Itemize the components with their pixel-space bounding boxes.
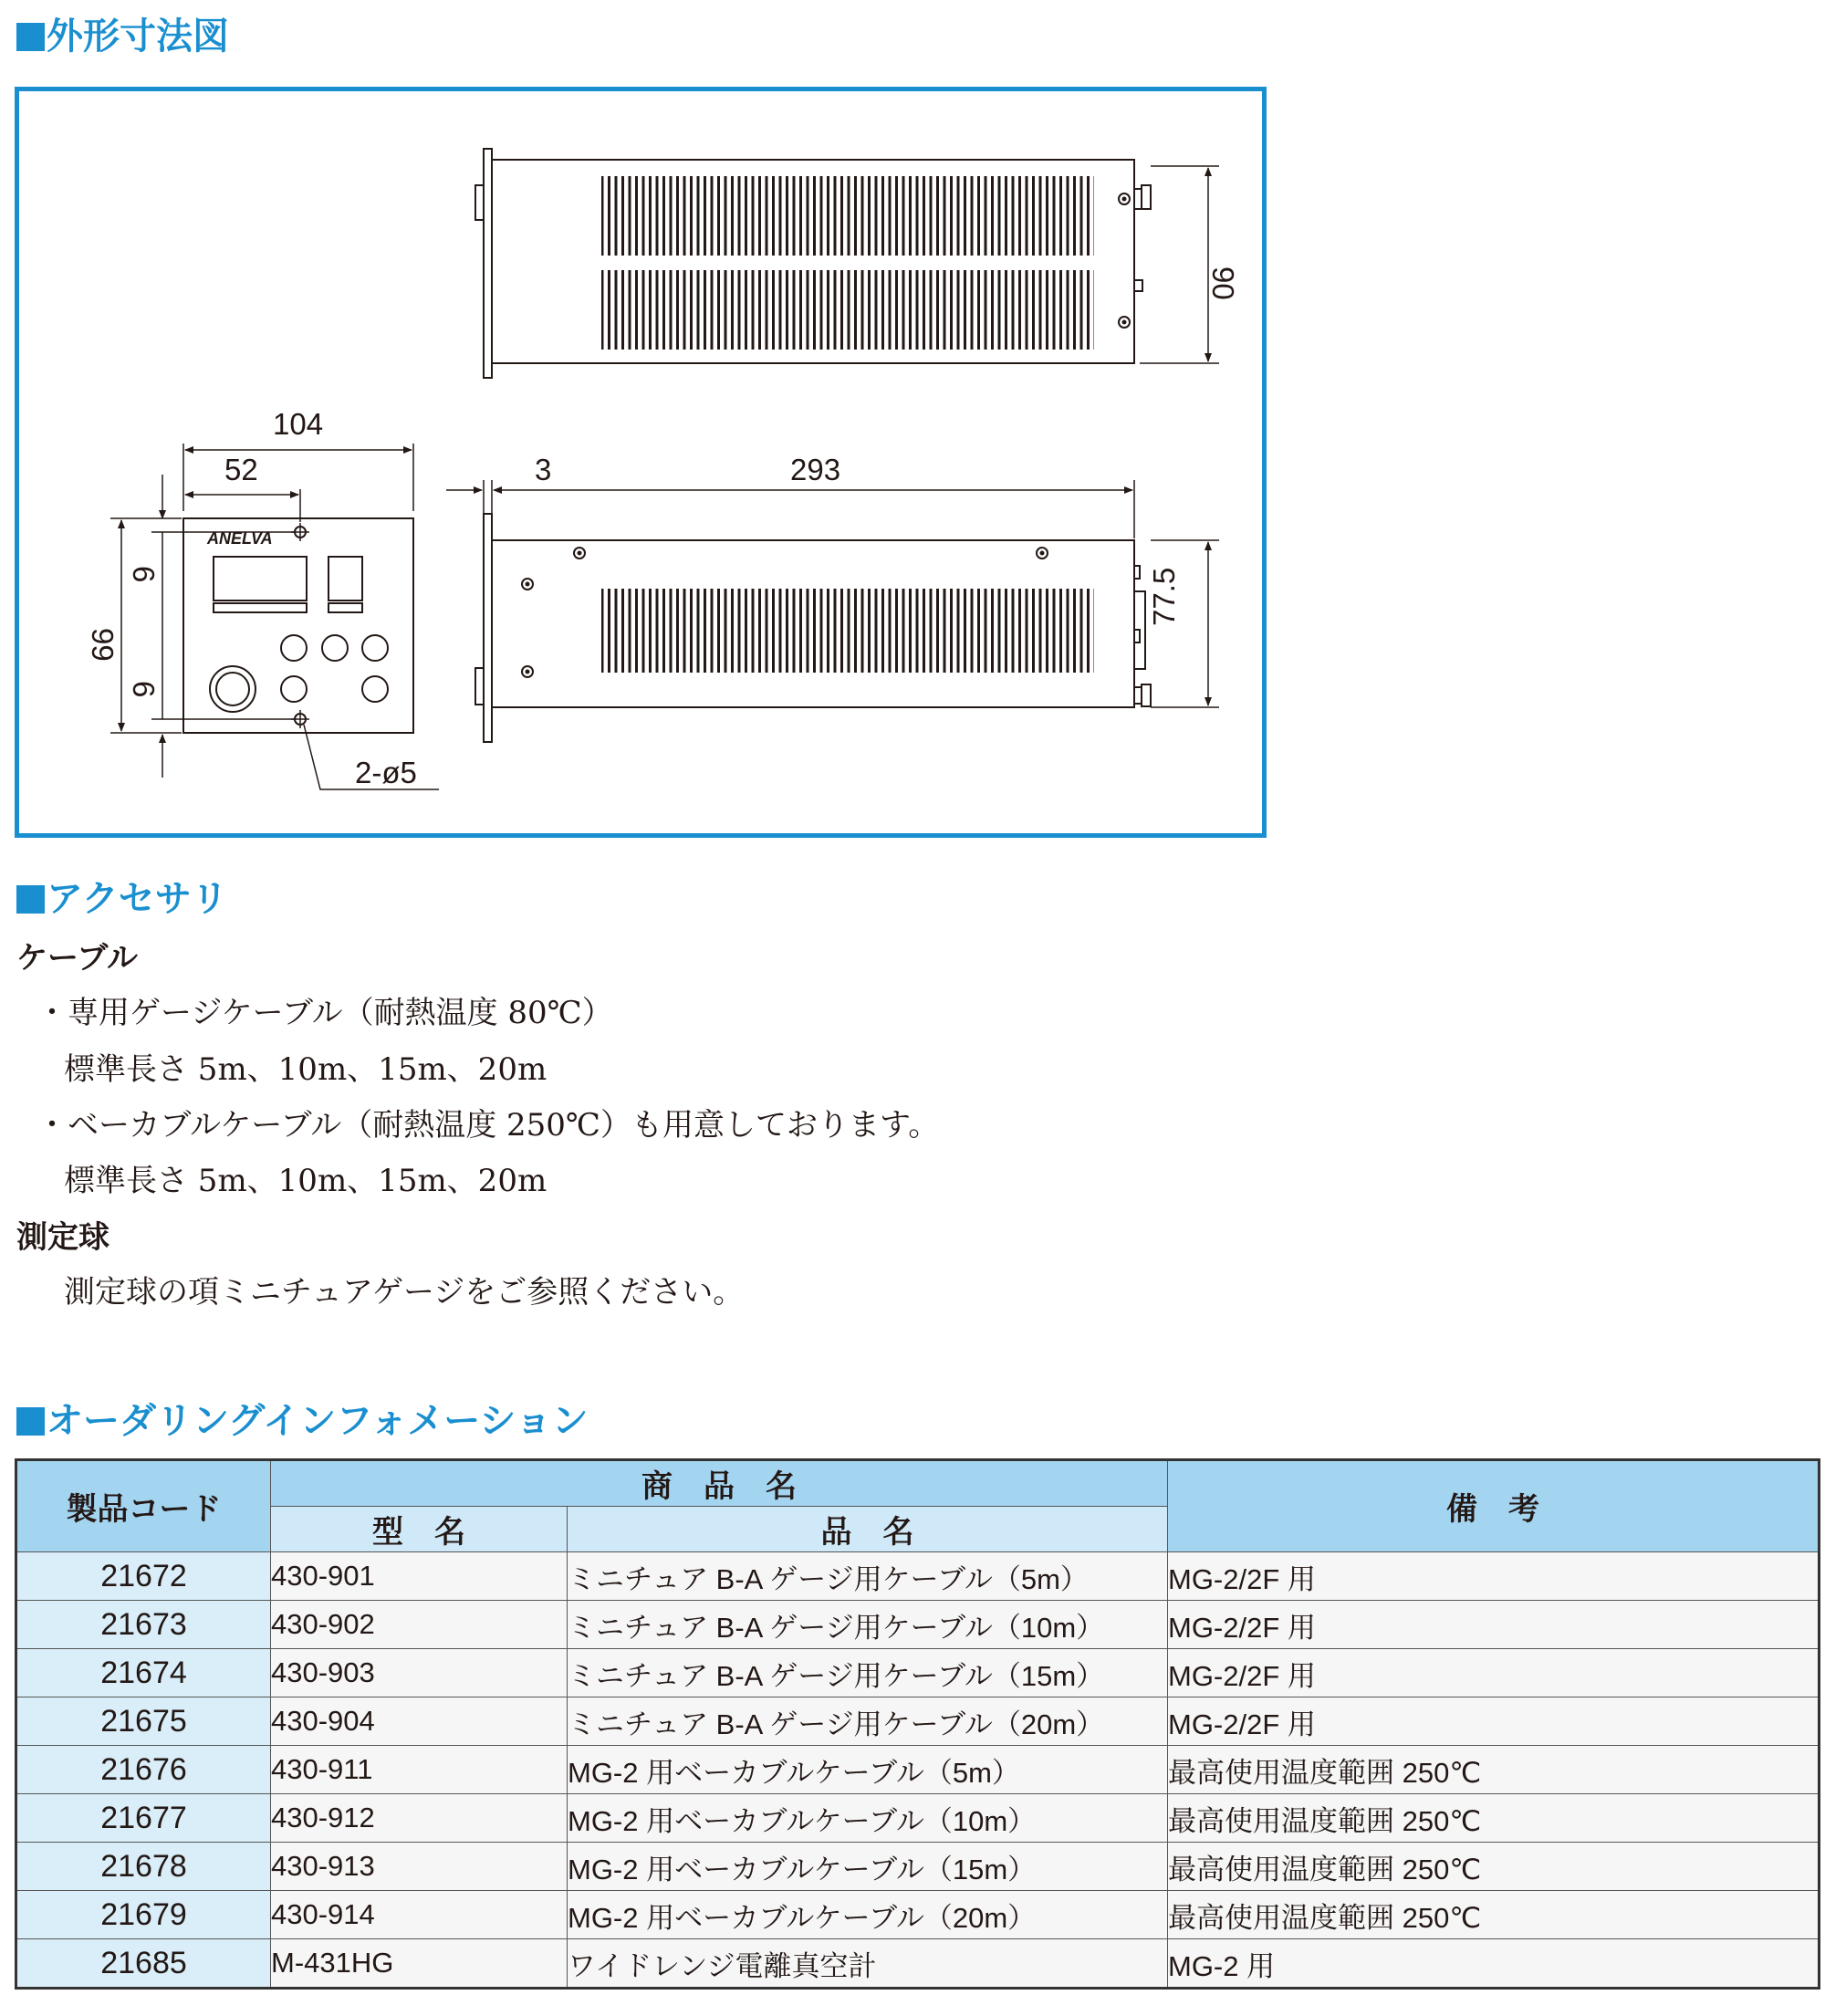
dim-99-label: 99 xyxy=(86,628,120,662)
table-row xyxy=(16,1697,1820,1746)
product-name: MG-2 用ベーカブルケーブル（10m） xyxy=(568,1794,1168,1843)
table-row xyxy=(16,1601,1820,1649)
model-name: 430-913 xyxy=(271,1843,568,1891)
product-name: ワイドレンジ電離真空計 xyxy=(568,1939,1168,1989)
model-name: 430-901 xyxy=(271,1552,568,1601)
dim-90-label: 90 xyxy=(1206,266,1240,300)
dim-6-top-label: 6 xyxy=(127,566,161,583)
ball-heading: 測定球 xyxy=(16,1219,110,1256)
table-row xyxy=(16,1746,1820,1794)
product-name: MG-2 用ベーカブルケーブル（15m） xyxy=(568,1843,1168,1891)
dim-3-label: 3 xyxy=(535,453,552,486)
product-code: 21677 xyxy=(16,1794,271,1843)
remarks: 最高使用温度範囲 250℃ xyxy=(1168,1891,1820,1939)
dim-52-label: 52 xyxy=(224,453,258,486)
ordering-section-title xyxy=(16,1400,589,1442)
dim-775-label: 77.5 xyxy=(1147,567,1181,626)
product-name: MG-2 用ベーカブルケーブル（20m） xyxy=(568,1891,1168,1939)
model-name: 430-911 xyxy=(271,1746,568,1794)
hole-label: 2-ø5 xyxy=(355,756,417,789)
model-name: 430-914 xyxy=(271,1891,568,1939)
product-name: MG-2 用ベーカブルケーブル（5m） xyxy=(568,1746,1168,1794)
model-name: 430-912 xyxy=(271,1794,568,1843)
model-name: M-431HG xyxy=(271,1939,568,1989)
cable-line-2: 標準長さ 5m、10m、15m、20m xyxy=(64,1051,548,1088)
product-code: 21674 xyxy=(16,1649,271,1697)
dim-6-bottom-label: 6 xyxy=(127,681,161,698)
header-remarks: 備 考 xyxy=(1168,1460,1820,1552)
dimension-drawing xyxy=(15,87,1267,838)
dimensions-title-text: 外形寸法図 xyxy=(47,16,229,57)
side-view xyxy=(446,480,1219,742)
model-name: 430-903 xyxy=(271,1649,568,1697)
table-row xyxy=(16,1649,1820,1697)
header-product: 商 品 名 xyxy=(271,1460,1168,1507)
product-code: 21673 xyxy=(16,1601,271,1649)
product-code: 21678 xyxy=(16,1843,271,1891)
square-bullet-icon xyxy=(16,885,45,914)
accessory-section-title xyxy=(16,878,228,920)
front-view xyxy=(110,444,439,789)
table-row xyxy=(16,1939,1820,1989)
ordering-title-text: オーダリングインフォメーション xyxy=(47,1400,589,1442)
remarks: MG-2/2F 用 xyxy=(1168,1552,1820,1601)
cable-heading: ケーブル xyxy=(16,940,138,977)
remarks: 最高使用温度範囲 250℃ xyxy=(1168,1794,1820,1843)
product-code: 21675 xyxy=(16,1697,271,1746)
ordering-table xyxy=(15,1458,1820,1990)
cable-line-3: ・ベーカブルケーブル（耐熱温度 250℃）も用意しております。 xyxy=(36,1107,940,1144)
cable-line-4: 標準長さ 5m、10m、15m、20m xyxy=(64,1163,548,1199)
product-name: ミニチュア B-A ゲージ用ケーブル（20m） xyxy=(568,1697,1168,1746)
product-name: ミニチュア B-A ゲージ用ケーブル（10m） xyxy=(568,1601,1168,1649)
cable-line-1: ・専用ゲージケーブル（耐熱温度 80℃） xyxy=(36,995,613,1031)
product-code: 21672 xyxy=(16,1552,271,1601)
anelva-logo: ANELVA xyxy=(207,529,273,548)
remarks: MG-2/2F 用 xyxy=(1168,1649,1820,1697)
remarks: 最高使用温度範囲 250℃ xyxy=(1168,1746,1820,1794)
product-name: ミニチュア B-A ゲージ用ケーブル（5m） xyxy=(568,1552,1168,1601)
product-code: 21685 xyxy=(16,1939,271,1989)
dim-293-label: 293 xyxy=(790,453,841,486)
model-name: 430-902 xyxy=(271,1601,568,1649)
product-code: 21679 xyxy=(16,1891,271,1939)
header-model: 型 名 xyxy=(271,1507,568,1552)
dimensions-section-title xyxy=(16,18,229,55)
table-row xyxy=(16,1794,1820,1843)
product-code: 21676 xyxy=(16,1746,271,1794)
header-code: 製品コード xyxy=(16,1460,271,1552)
header-name: 品 名 xyxy=(568,1507,1168,1552)
product-name: ミニチュア B-A ゲージ用ケーブル（15m） xyxy=(568,1649,1168,1697)
dimension-drawing-svg xyxy=(19,91,1262,833)
square-bullet-icon xyxy=(16,1407,45,1436)
remarks: MG-2/2F 用 xyxy=(1168,1697,1820,1746)
top-view xyxy=(475,149,1219,378)
table-row xyxy=(16,1552,1820,1601)
dim-104-label: 104 xyxy=(273,407,324,441)
remarks: 最高使用温度範囲 250℃ xyxy=(1168,1843,1820,1891)
ball-text: 測定球の項ミニチュアゲージをご参照ください。 xyxy=(64,1274,745,1311)
table-row xyxy=(16,1843,1820,1891)
remarks: MG-2 用 xyxy=(1168,1939,1820,1989)
table-row xyxy=(16,1891,1820,1939)
accessory-title-text: アクセサリ xyxy=(47,878,228,920)
model-name: 430-904 xyxy=(271,1697,568,1746)
remarks: MG-2/2F 用 xyxy=(1168,1601,1820,1649)
square-bullet-icon xyxy=(16,23,45,51)
